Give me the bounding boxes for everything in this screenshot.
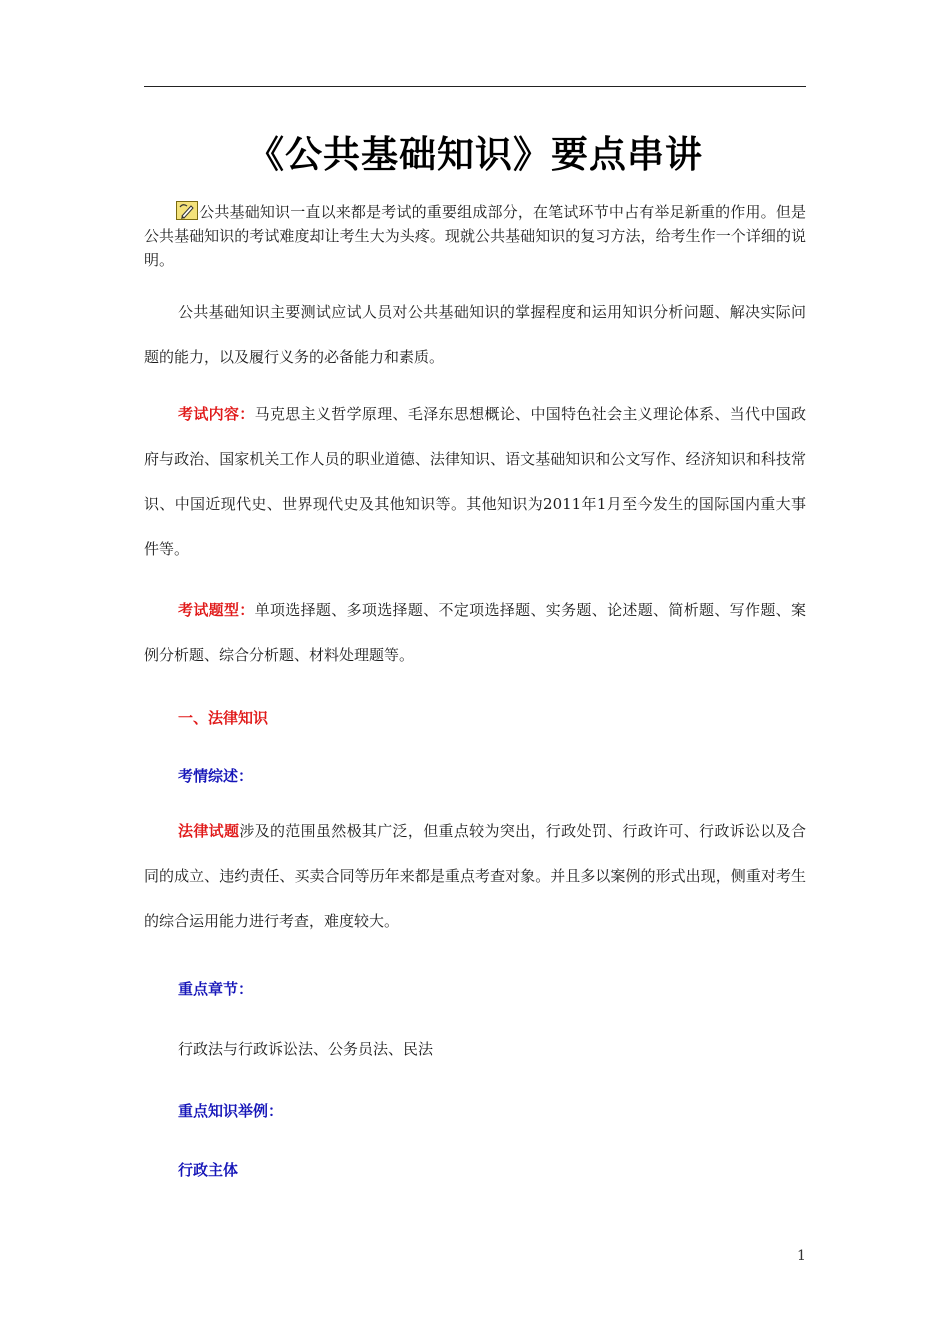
administrative-subject-heading: 行政主体: [178, 1161, 239, 1179]
key-chapters-heading: 重点章节：: [178, 980, 254, 998]
exam-content-paragraph: [144, 392, 806, 572]
section-heading-law: 一、法律知识: [178, 709, 269, 727]
intro-paragraph: [144, 200, 806, 272]
header-rule: [144, 86, 806, 87]
intro-text: 公共基础知识一直以来都是考试的重要组成部分，在笔试环节中占有举足新重的作用。但是公共基础知识的考试难度却让考生大为头疼。现就公共基础知识的复习方法，给考生作一个详细的说明。: [144, 203, 806, 269]
document-title: 《公共基础知识》要点串讲: [247, 133, 703, 176]
exam-content-text: 马克思主义哲学原理、毛泽东思想概论、中国特色社会主义理论体系、当代中国政府与政治、国家机关工作人员的职业道德、法律知识、语文基础知识和公文写作、经济知识和科技常识、中国近现代史、世界现代史及其他知识等。其他知识为2011年1月至今发生的国际国内重大事件等。: [144, 405, 806, 558]
exam-types-text: 单项选择题、多项选择题、不定项选择题、实务题、论述题、简析题、写作题、案例分析题、综合分析题、材料处理题等。: [144, 601, 806, 664]
test-scope-paragraph: 公共基础知识主要测试应试人员对公共基础知识的掌握程度和运用知识分析问题、解决实际问题的能力，以及履行义务的必备能力和素质。: [144, 303, 806, 366]
overview-heading: 考情综述：: [178, 767, 254, 785]
pen-note-icon: [176, 201, 198, 220]
law-questions-label: 法律试题: [178, 822, 240, 840]
law-overview-text: 涉及的范围虽然极其广泛，但重点较为突出，行政处罚、行政许可、行政诉讼以及合同的成立、违约责任、买卖合同等历年来都是重点考查对象。并且多以案例的形式出现，侧重对考生的综合运用能力进行考查，难度较大。: [144, 822, 806, 930]
exam-types-paragraph: [144, 588, 806, 678]
key-examples-heading: 重点知识举例：: [178, 1102, 284, 1120]
page-number: 1: [797, 1248, 806, 1264]
law-overview-paragraph: [144, 809, 806, 944]
key-chapters-text: 行政法与行政诉讼法、公务员法、民法: [178, 1040, 434, 1058]
exam-content-label: 考试内容：: [178, 405, 255, 423]
exam-types-label: 考试题型：: [178, 601, 255, 619]
